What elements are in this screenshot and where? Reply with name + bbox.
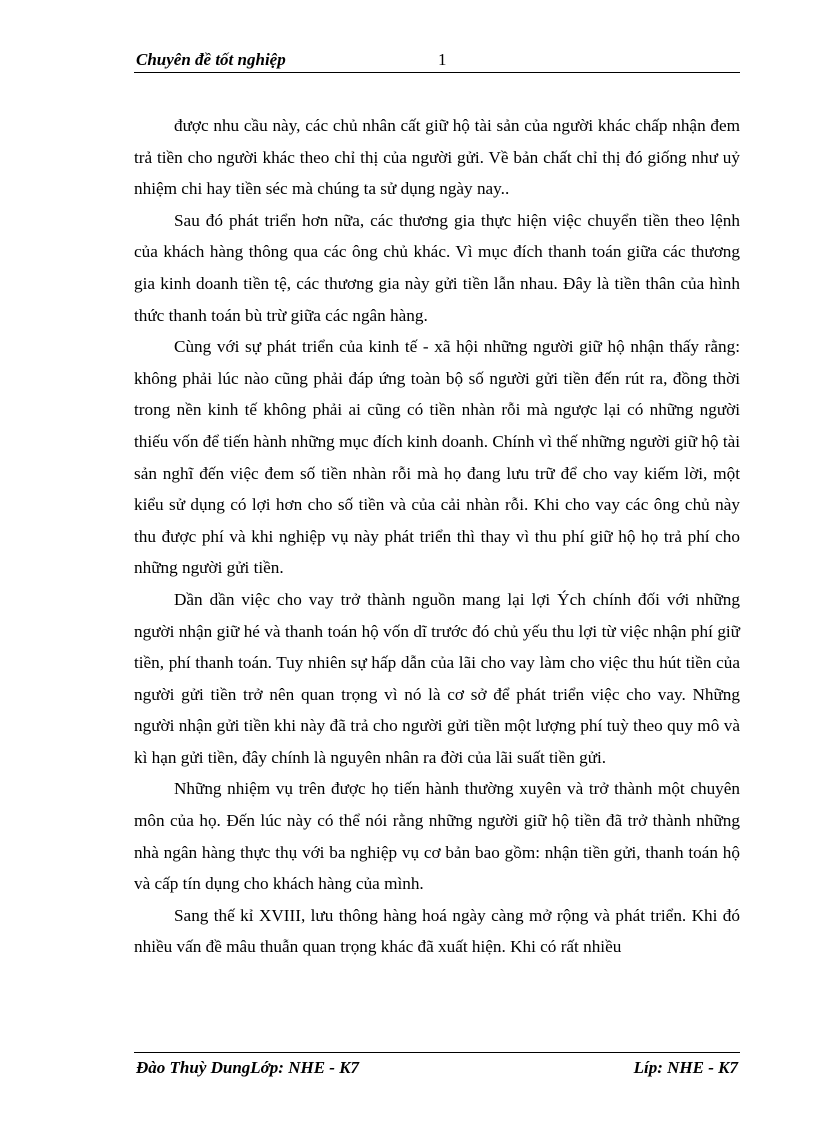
header-title: Chuyên đề tốt nghiệp: [136, 50, 286, 69]
paragraph: Cùng với sự phát triển của kinh tế - xã hội những người giữ hộ nhận thấy rằng: không phải lúc nào cũng phải đáp ứng toàn bộ số người gửi tiền đến rút ra, đồng thời trong nền kinh tế không phải ai cũng có tiền nhàn rỗi mà ngược lại có những người thiếu vốn để tiến hành những mục đích kinh doanh. Chính vì thế những người giữ hộ tài sản nghĩ đến việc đem số tiền nhàn rỗi mà họ đang lưu trữ để cho vay kiếm lời, một kiểu sử dụng có lợi hơn cho số tiền và của cải nhàn rỗi. Khi cho vay các ông chủ này thu được phí và khi nghiệp vụ này phát triển thì thay vì thu phí giữ hộ họ trả phí cho những người gửi tiền.: [134, 337, 740, 578]
paragraph: Những nhiệm vụ trên được họ tiến hành thường xuyên và trở thành một chuyên môn của họ. Đến lúc này có thể nói rằng những người giữ hộ tiền đã trở thành những nhà ngân hàng thực thụ với ba nghiệp vụ cơ bản bao gồm: nhận tiền gửi, thanh toán hộ và cấp tín dụng cho khách hàng của mình.: [134, 779, 740, 894]
paragraph: Sau đó phát triển hơn nữa, các thương gia thực hiện việc chuyển tiền theo lệnh của khách hàng thông qua các ông chủ khác. Vì mục đích thanh toán giữa các thương gia kinh doanh tiền tệ, các thương gia này gửi tiền lẫn nhau. Đây là tiền thân của hình thức thanh toán bù trừ giữa các ngân hàng.: [134, 210, 740, 325]
page-header: [134, 50, 740, 73]
paragraph: Dần dần việc cho vay trở thành nguồn mang lại lợi Ých chính đối với những người nhận giữ hé và thanh toán hộ vốn dĩ trước đó chủ yếu thu lợi từ việc nhận phí giữ tiền, phí thanh toán. Tuy nhiên sự hấp dẫn của lãi cho vay làm cho việc thu hút tiền của người gửi tiền trở nên quan trọng vì nó là cơ sở để phát triển việc cho vay. Những người nhận gửi tiền khi này đã trả cho người gửi tiền một lượng phí tuỳ theo quy mô và kì hạn gửi tiền, đây chính là nguyên nhân ra đời của lãi suất tiền gửi.: [134, 589, 740, 767]
footer-class: Líp: NHE - K7: [633, 1058, 738, 1077]
page-number: 1: [438, 50, 447, 69]
paragraph: Sang thế kỉ XVIII, lưu thông hàng hoá ngày càng mở rộng và phát triển. Khi đó nhiều vấn đề mâu thuẫn quan trọng khác đã xuất hiện. Khi có rất nhiều: [134, 905, 740, 957]
body-text: [134, 110, 740, 963]
page-footer: [134, 1052, 740, 1079]
footer-author-class: Đào Thuỳ DungLớp: NHE - K7: [136, 1058, 360, 1077]
paragraph: được nhu cầu này, các chủ nhân cất giữ hộ tài sản của người khác chấp nhận đem trả tiền cho người khác theo chỉ thị của người gửi. Về bản chất chỉ thị đó giống như uỷ nhiệm chi hay tiền séc mà chúng ta sử dụng ngày nay..: [134, 116, 740, 199]
